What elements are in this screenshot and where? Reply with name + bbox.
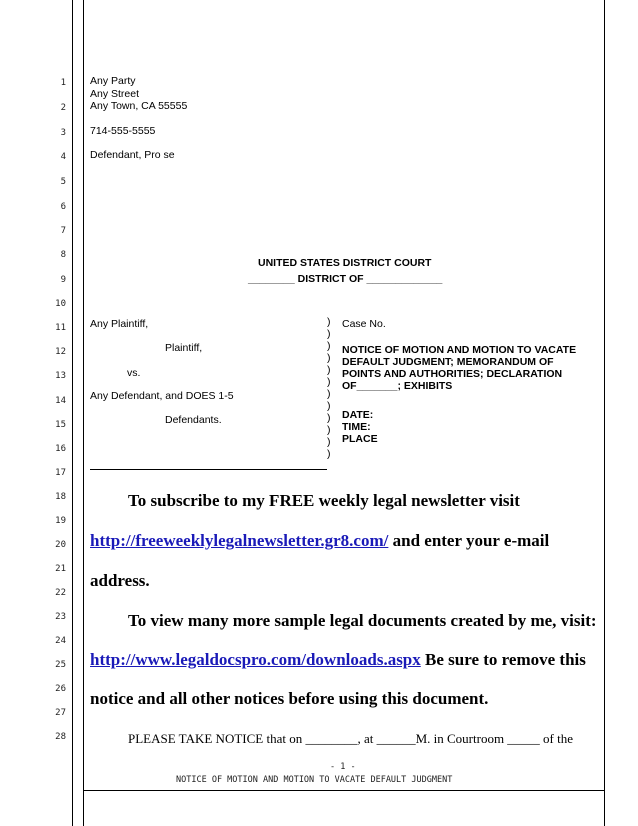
document-title-line: OF_______; EXHIBITS [342,380,453,392]
line-number: 7 [60,226,66,236]
document-title-line: POINTS AND AUTHORITIES; DECLARATION [342,368,563,380]
line-number: 18 [55,492,66,502]
line-number: 14 [55,396,66,406]
caption-paren: ) [327,376,331,388]
plaintiff-name: Any Plaintiff, [90,318,149,330]
line-number: 23 [55,612,66,622]
line-number: 22 [55,588,66,598]
caption-paren: ) [327,424,331,436]
party-phone: 714-555-5555 [90,125,156,137]
line-number: 21 [55,564,66,574]
line-number: 2 [60,103,66,113]
line-number: 28 [55,732,66,742]
court-name: UNITED STATES DISTRICT COURT [258,257,432,269]
line-number: 19 [55,516,66,526]
caption-paren: ) [327,328,331,340]
hearing-place-label: PLACE [342,433,378,445]
line-number: 17 [55,468,66,478]
defendant-role: Defendants. [165,414,222,426]
court-district: ________ DISTRICT OF _____________ [248,273,443,285]
party-street: Any Street [90,88,140,100]
caption-paren: ) [327,340,331,352]
line-number: 13 [55,371,66,381]
line-number: 25 [55,660,66,670]
hearing-date-label: DATE: [342,409,374,421]
line-number: 24 [55,636,66,646]
versus-label: vs. [127,367,141,379]
notice-line-1: To subscribe to my FREE weekly legal newsletter visit [128,491,520,510]
caption-paren: ) [327,448,331,460]
newsletter-link[interactable]: http://freeweeklylegalnewsletter.gr8.com/ [90,531,389,550]
left-margin-line-inner [83,0,84,826]
caption-rule [90,469,327,470]
party-city: Any Town, CA 55555 [90,100,188,112]
page-number: - 1 - [330,762,356,772]
plaintiff-role: Plaintiff, [165,342,203,354]
caption-paren: ) [327,436,331,448]
hearing-time-label: TIME: [342,421,371,433]
line-number: 1 [60,78,66,88]
line-number: 15 [55,420,66,430]
defendant-name: Any Defendant, and DOES 1-5 [90,390,234,402]
caption-paren: ) [327,388,331,400]
line-number: 16 [55,444,66,454]
notice-line-5-rest: Be sure to remove this [425,650,586,669]
notice-line-2-rest: and enter your e-mail [392,531,550,550]
left-margin-line-outer [72,0,73,826]
notice-line-3: address. [90,571,150,590]
caption-paren: ) [327,400,331,412]
document-title-line: DEFAULT JUDGMENT; MEMORANDUM OF [342,356,554,368]
caption-paren: ) [327,352,331,364]
line-number: 9 [60,275,66,285]
line-number: 20 [55,540,66,550]
notice-line-5 [90,650,586,670]
line-number: 4 [60,152,66,162]
right-margin-line [604,0,605,826]
party-role: Defendant, Pro se [90,149,175,161]
line-number: 3 [60,128,66,138]
legaldocs-link[interactable]: http://www.legaldocspro.com/downloads.aspx [90,650,421,669]
caption-paren: ) [327,316,331,328]
body-line-28: PLEASE TAKE NOTICE that on ________, at ______M. in Courtroom _____ of the [128,731,574,746]
line-number: 5 [60,177,66,187]
case-number-label: Case No. [342,318,386,330]
document-title-line: NOTICE OF MOTION AND MOTION TO VACATE [342,344,577,356]
footer-title: NOTICE OF MOTION AND MOTION TO VACATE DEFAULT JUDGMENT [176,775,453,785]
notice-line-2 [90,531,549,551]
footer-rule [84,790,604,791]
line-number: 27 [55,708,66,718]
line-number: 11 [55,323,66,333]
line-number: 12 [55,347,66,357]
line-number: 10 [55,299,66,309]
line-number: 26 [55,684,66,694]
line-number: 6 [60,202,66,212]
notice-line-4: To view many more sample legal documents created by me, visit: [128,611,597,630]
notice-line-6: notice and all other notices before using this document. [90,689,489,708]
line-number: 8 [60,250,66,260]
caption-paren: ) [327,364,331,376]
caption-paren: ) [327,412,331,424]
party-name: Any Party [90,75,136,87]
